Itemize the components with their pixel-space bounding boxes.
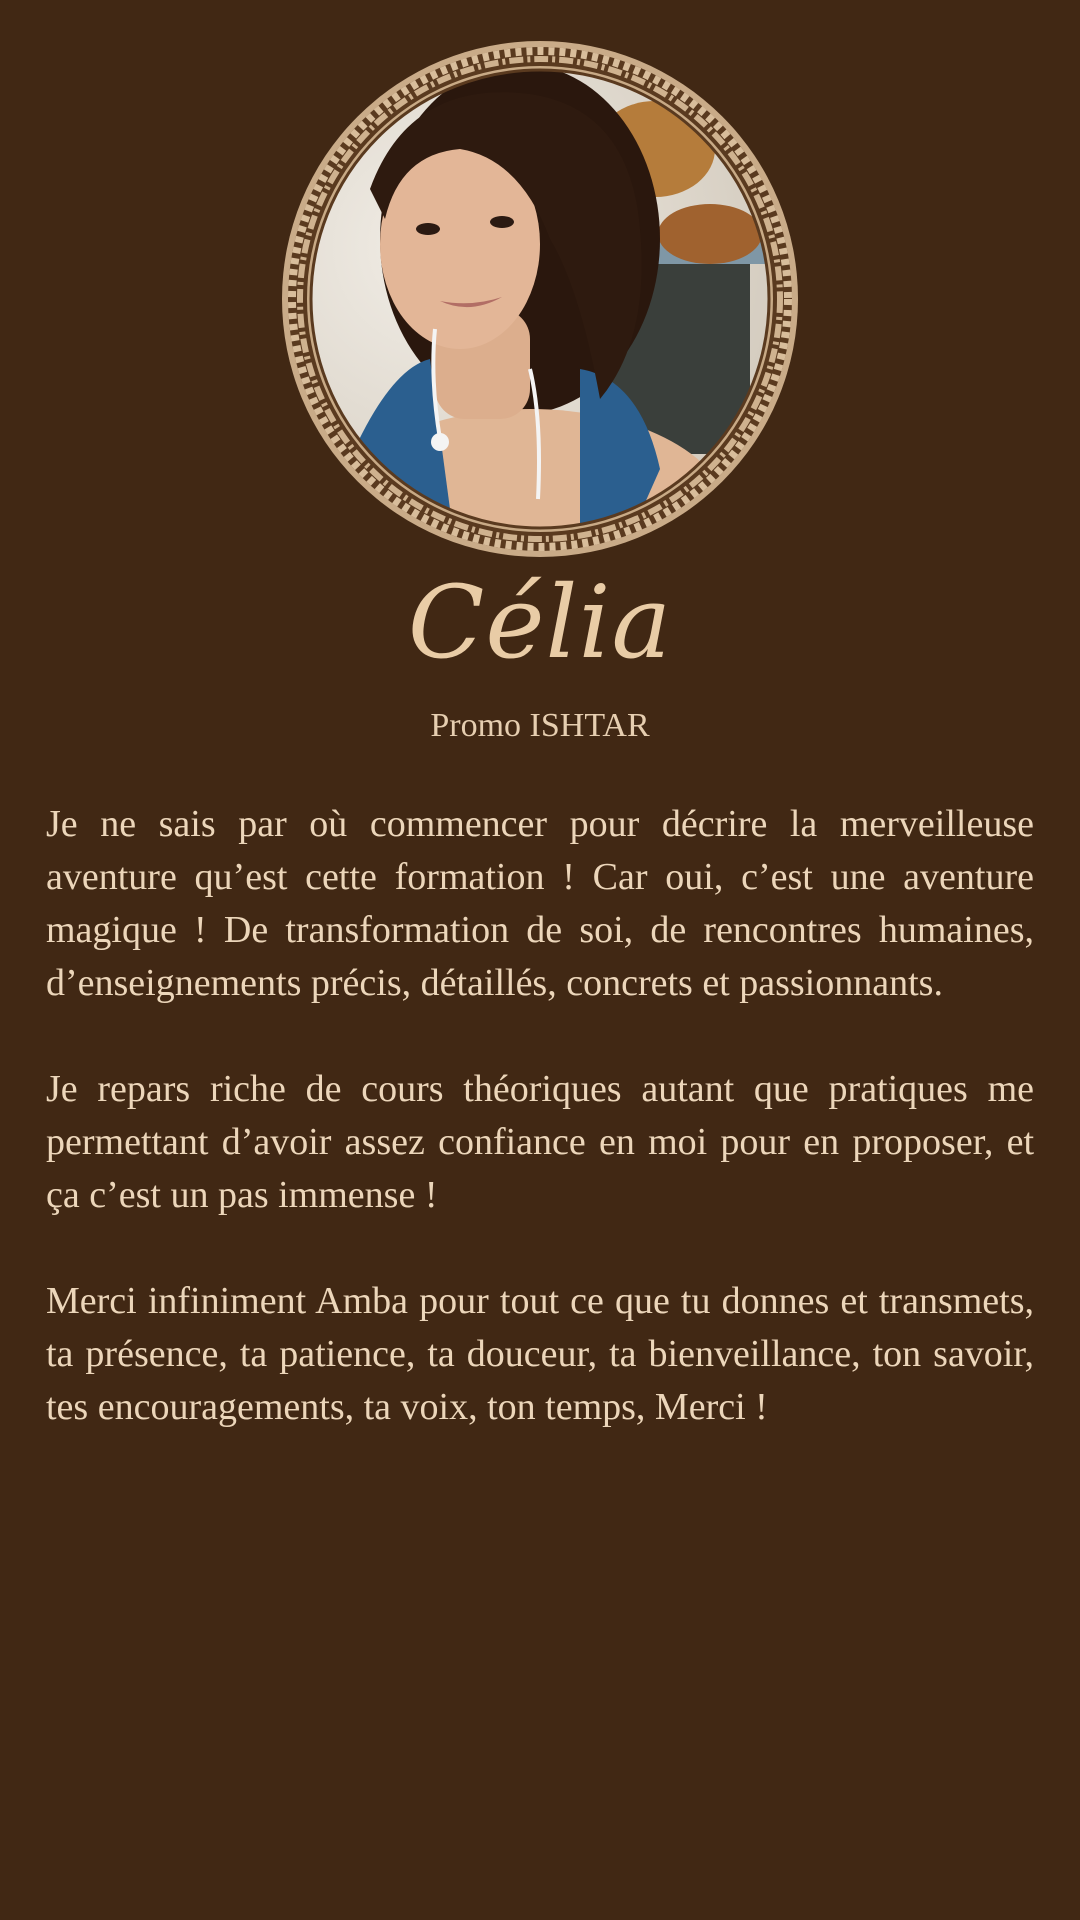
avatar-photo xyxy=(280,39,800,559)
testimonial-text xyxy=(46,798,1034,1487)
testimonial-paragraph: Merci infiniment Amba pour tout ce que tu donnes et transmets, ta présence, ta patience, ta douceur, ta bienveillance, ton savoir, tes encouragements, ta voix, ton temps, Merci ! xyxy=(46,1280,1034,1428)
person-name: Célia xyxy=(407,564,673,681)
avatar xyxy=(280,39,800,559)
promo-label: Promo ISHTAR xyxy=(430,707,650,744)
testimonial-paragraph: Je repars riche de cours théoriques autant que pratiques me permettant d’avoir assez confiance en moi pour en proposer, et ça c’est un pas immense ! xyxy=(46,1068,1034,1216)
testimonial-paragraph: Je ne sais par où commencer pour décrire la merveilleuse aventure qu’est cette formation ! Car oui, c’est une aventure magique ! De transformation de soi, de rencontres humaines, d’enseignements précis, détaillés, concrets et passionnants. xyxy=(46,803,1034,1004)
